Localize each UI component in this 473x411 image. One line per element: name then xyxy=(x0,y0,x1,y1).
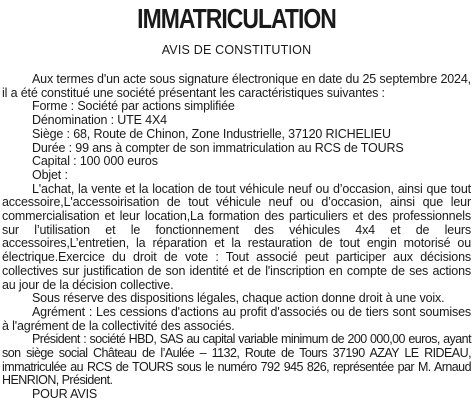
notice-title: IMMATRICULATION xyxy=(137,3,336,34)
duree-line: Durée : 99 ans à compter de son immatriculation au RCS de TOURS xyxy=(32,140,404,155)
objet-label: Objet : xyxy=(32,167,68,182)
reserve-line: Sous réserve des dispositions légales, chaque action donne droit à une voix. xyxy=(32,291,445,306)
notice-body xyxy=(2,73,471,402)
closing-line: POUR AVIS xyxy=(32,387,98,402)
denomination-line: Dénomination : UTE 4X4 xyxy=(32,113,167,128)
agrement-paragraph: Agrément : Les cessions d'actions au profit d'associés ou de tiers sont soumises à l'agrément de la collectivité des associés. xyxy=(2,304,471,333)
notice-subtitle: AVIS DE CONSTITUTION xyxy=(161,43,312,57)
capital-line: Capital : 100 000 euros xyxy=(32,154,158,169)
forme-line: Forme : Société par actions simplifiée xyxy=(32,99,235,114)
president-paragraph: Président : société HBD, SAS au capital variable minimum de 200 000,00 euros, ayant son siège social Château de l’Aulée – 1132, Route de Tours 37190 AZAY LE RIDEAU, immatriculée au RCS de TOURS sous le numéro 792 945 826, représentée par M. Arnaud HENRION, Président. xyxy=(2,332,471,388)
intro-paragraph: Aux termes d'un acte sous signature électronique en date du 25 septembre 2024, il a été constitué une société présentant les caractéristiques suivantes : xyxy=(2,72,471,100)
objet-paragraph: L'achat, la vente et la location de tout véhicule neuf ou d’occasion, ainsi que tout accessoire,L'accessoirisation de tout véhicule neuf ou d’occasion, ainsi que leur commercialisation et leur location,La formation des particuliers et des professionnels sur l’utilisation et le fonctionnement des véhicules 4x4 et de leurs accessoires,L’entretien, la réparation et la restauration de tout engin motorisé ou électrique.Exercice du droit de vote : Tout associé peut participer aux décisions collectives sur justification de son identité et de l'inscription en compte de ses actions au jour de la décision collective. xyxy=(2,181,471,292)
siege-line: Siège : 68, Route de Chinon, Zone Industrielle, 37120 RICHELIEU xyxy=(32,126,391,141)
